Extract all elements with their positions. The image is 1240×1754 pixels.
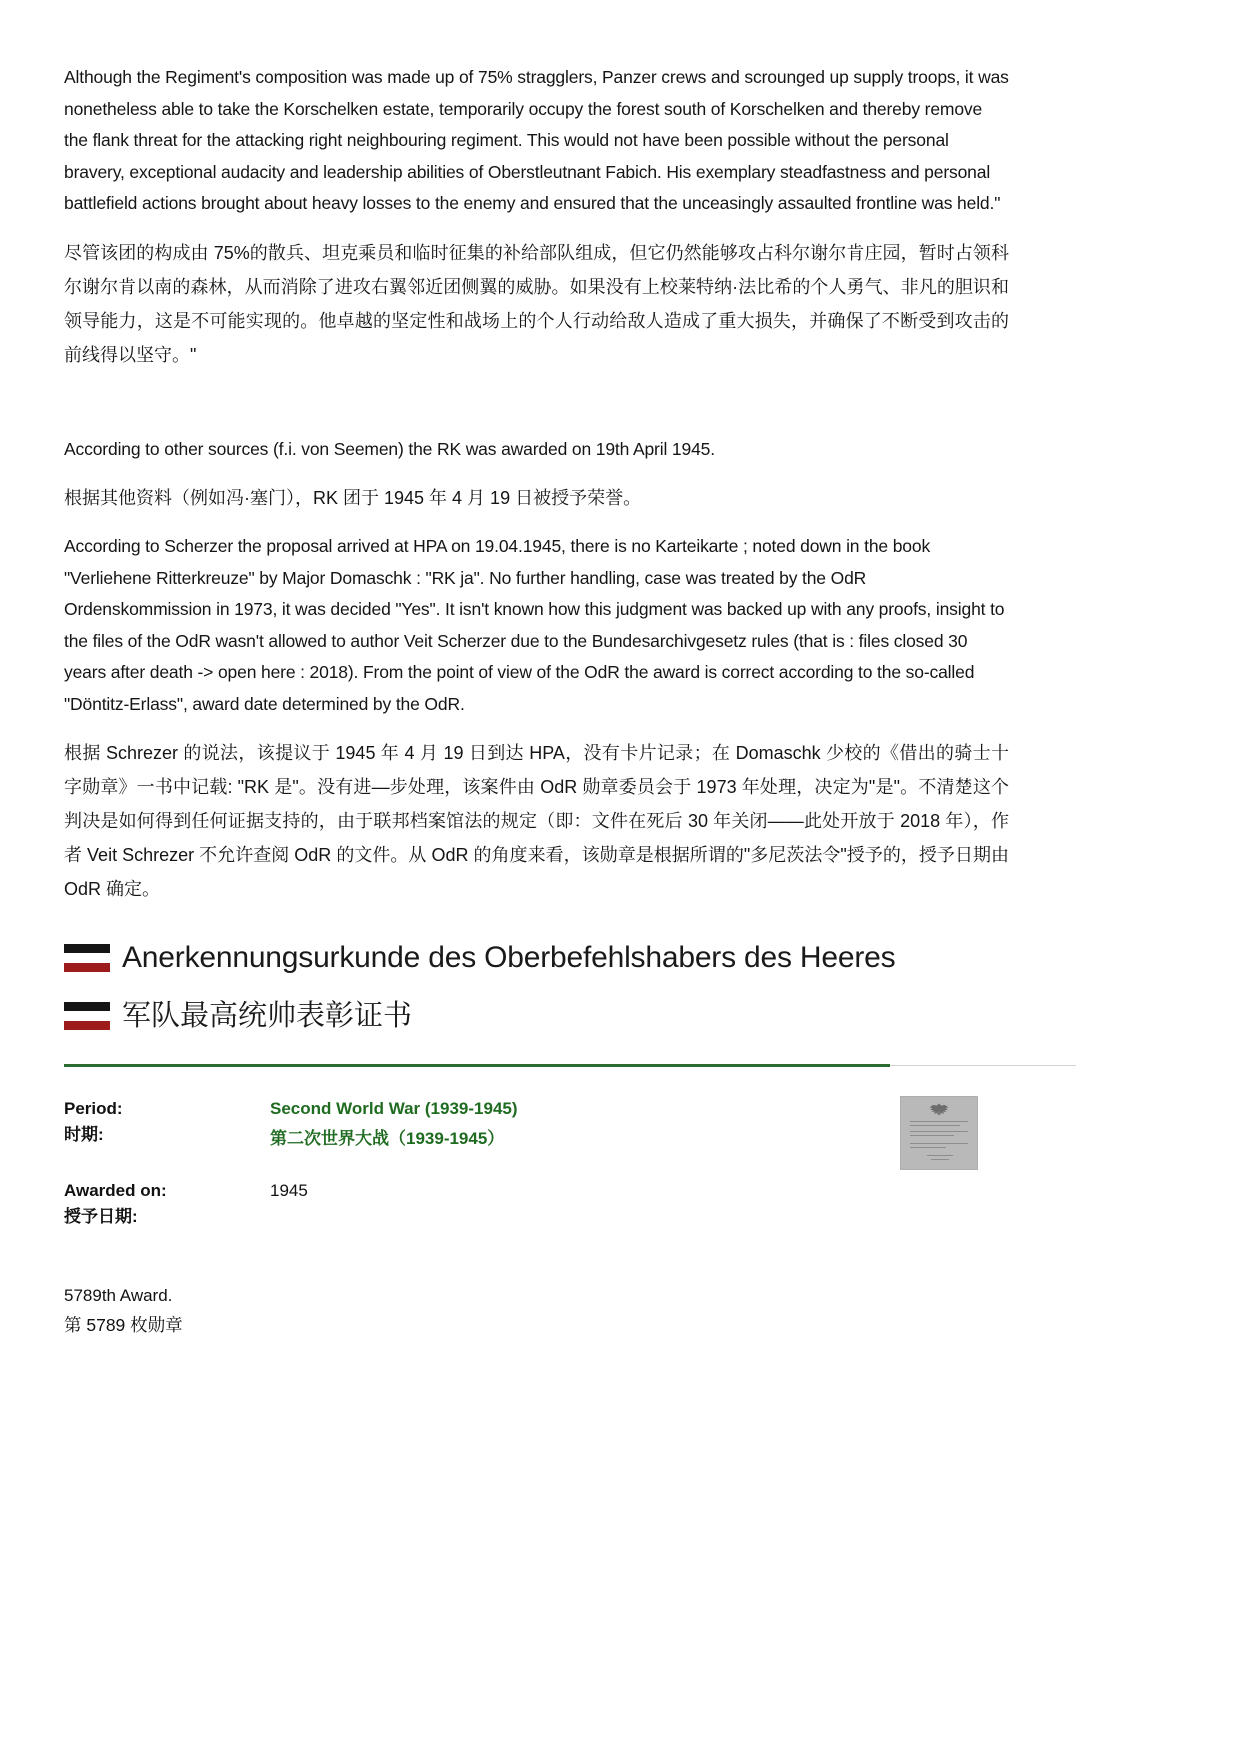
heading-spacer xyxy=(64,922,1076,940)
paragraph-other-sources-en: According to other sources (f.i. von Seemen) the RK was awarded on 19th April 1945. xyxy=(64,438,715,459)
paragraph-scherzer-zh: 根据 Schrezer 的说法，该提议于 1945 年 4 月 19 日到达 HPA，没有卡片记录；在 Domaschk 少校的《借出的骑士十字勋章》一书中记载: "RK 是"。没有进—步处理，该案件由 OdR 勋章委员会于 1973 年处理，决定为"是"。不清楚这个判决是如何得到任何证据支持的，由于联邦档案馆法的规定（即：文件在死后 30 年关闭——此处开放于 2018 年），作者 Veit Schrezer 不允许查阅 OdR 的文件。从 OdR 的角度来看，该勋章是根据所谓的"多尼茨法令"授予的，授予日期由 OdR 确定。 xyxy=(64,743,1009,899)
awarded-value-en: 1945 xyxy=(270,1181,308,1200)
thumb-text-line xyxy=(910,1135,954,1136)
section-divider xyxy=(64,1064,1076,1070)
section-spacer xyxy=(64,388,1076,434)
document-content xyxy=(64,62,1076,1340)
divider-grey-line xyxy=(890,1065,1076,1066)
thumbnail-cell xyxy=(830,1096,1076,1230)
awarded-value-cell xyxy=(270,1178,830,1230)
spacer-cell-left xyxy=(64,1156,270,1178)
reichsadler-icon xyxy=(928,1102,950,1116)
period-value-cell xyxy=(270,1096,830,1156)
german-war-flag-icon-secondary xyxy=(64,1002,110,1030)
period-label-en: Period: xyxy=(64,1099,123,1118)
thumb-text-line xyxy=(910,1125,960,1126)
awarded-label-zh: 授予日期: xyxy=(64,1207,138,1226)
thumb-text-line xyxy=(910,1143,968,1144)
paragraph-scherzer-en: According to Scherzer the proposal arrived at HPA on 19.04.1945, there is no Karteikarte ; noted down in the book "Verliehene Ritterkreuze" by Major Domaschk : "RK ja". No further handling, case was treated by the OdR Ordenskommission in 1973, it was decided "Yes". It isn't known how this judgment was backed up with any proofs, insight to the files of the OdR wasn't allowed to author Veit Scherzer due to the Bundesarchivgesetz rules (that is : files closed 30 years after death -> open here : 2018). From the point of view of the OdR the award is correct according to the so-called "Döntitz-Erlass", award date determined by the OdR. xyxy=(64,536,1005,714)
table-row-period xyxy=(64,1096,1076,1156)
german-war-flag-icon xyxy=(64,944,110,972)
award-heading-german xyxy=(64,940,1076,976)
divider-green-line xyxy=(64,1064,890,1067)
period-value-en[interactable]: Second World War (1939-1945) xyxy=(270,1099,518,1118)
award-count-block xyxy=(64,1282,1076,1340)
award-title-de: Anerkennungsurkunde des Oberbefehlshabers des Heeres xyxy=(122,941,896,974)
award-info-table xyxy=(64,1096,1076,1230)
awarded-label-en: Awarded on: xyxy=(64,1181,167,1200)
thumb-text-line xyxy=(910,1121,968,1122)
awarded-label-cell xyxy=(64,1178,270,1230)
period-label-zh: 时期: xyxy=(64,1125,104,1144)
award-title-zh: 军队最高统帅表彰证书 xyxy=(122,1000,413,1032)
thumb-text-line xyxy=(927,1155,953,1156)
award-heading-chinese xyxy=(64,998,1076,1034)
thumb-text-line xyxy=(910,1147,946,1148)
thumb-text-line xyxy=(910,1131,968,1132)
certificate-thumbnail[interactable] xyxy=(900,1096,978,1170)
spacer-cell-right xyxy=(270,1156,830,1178)
thumb-text-line xyxy=(931,1159,949,1160)
paragraph-regiment-composition-zh: 尽管该团的构成由 75%的散兵、坦克乘员和临时征集的补给部队组成，但它仍然能够攻占科尔谢尔肯庄园，暂时占领科尔谢尔肯以南的森林，从而消除了进攻右翼邻近团侧翼的威胁。如果没有上校莱特纳·法比希的个人勇气、非凡的胆识和领导能力，这是不可能实现的。他卓越的坚定性和战场上的个人行动给敌人造成了重大损失，并确保了不断受到攻击的前线得以坚守。" xyxy=(64,242,1009,365)
paragraph-other-sources-zh: 根据其他资料（例如冯·塞门），RK 团于 1945 年 4 月 19 日被授予荣誉。 xyxy=(64,488,642,508)
award-count-en: 5789th Award. xyxy=(64,1286,173,1305)
paragraph-regiment-composition-en: Although the Regiment's composition was made up of 75% stragglers, Panzer crews and scrounged up supply troops, it was nonetheless able to take the Korschelken estate, temporarily occupy the forest south of Korschelken and thereby remove the flank threat for the attacking right neighbouring regiment. This would not have been possible without the personal bravery, exceptional audacity and leadership abilities of Oberstleutnant Fabich. His exemplary steadfastness and personal battlefield actions brought about heavy losses to the enemy and ensured that the unceasingly assaulted frontline was held." xyxy=(64,67,1009,213)
award-count-zh: 第 5789 枚勋章 xyxy=(64,1315,183,1335)
period-value-zh[interactable]: 第二次世界大战（1939-1945） xyxy=(270,1129,505,1148)
period-label-cell xyxy=(64,1096,270,1156)
